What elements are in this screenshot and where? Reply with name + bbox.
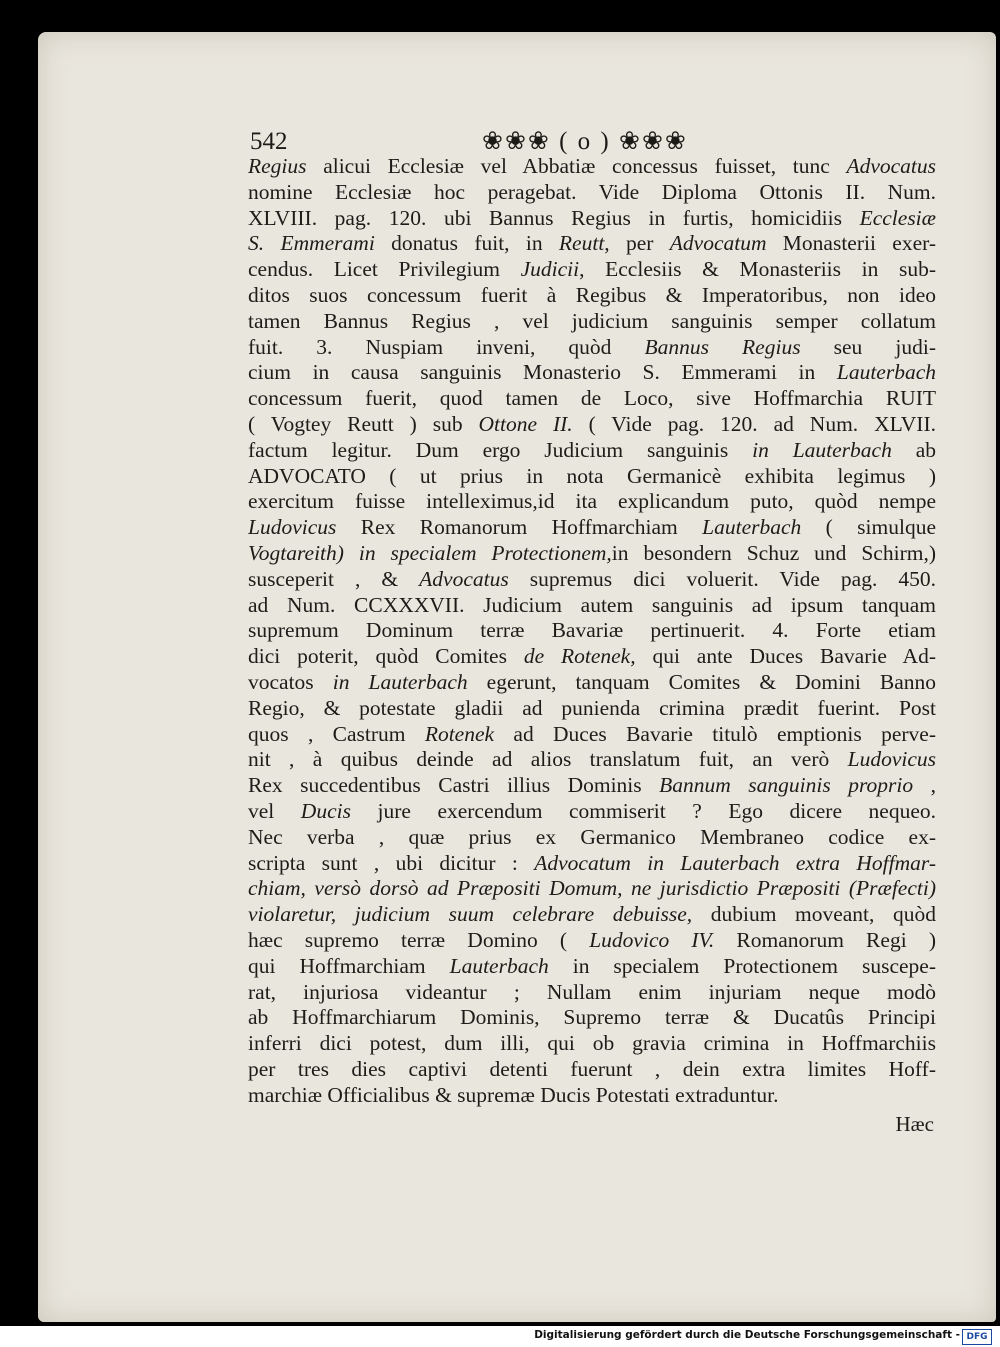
page-number: 542: [250, 128, 288, 155]
text-line: S. Emmerami donatus fuit, in Reutt, per Advocatum Monasterii exer-: [248, 231, 936, 256]
text-line: ditos suos concessum fuerit à Regibus & Imperatoribus, non ideo: [248, 282, 936, 307]
text-line: Vogtareith) in specialem Protectionem,in besondern Schuz und Schirm,): [248, 540, 936, 565]
text-line: supremum Dominum terræ Bavariæ pertinuerit. 4. Forte etiam: [248, 618, 936, 643]
running-head-ornament: ❀❀❀ ( o ) ❀❀❀: [482, 128, 688, 155]
text-line: ADVOCATO ( ut prius in nota Germanicè exhibita legimus ): [248, 463, 936, 488]
text-line: tamen Bannus Regius , vel judicium sanguinis semper collatum: [248, 308, 936, 333]
dfg-logo-icon: DFG: [962, 1329, 992, 1345]
text-line: XLVIII. pag. 120. ubi Bannus Regius in furtis, homicidiis Ecclesiæ: [248, 205, 936, 230]
text-line: ad Num. CCXXXVII. Judicium autem sanguinis ad ipsum tanquam: [248, 592, 936, 617]
text-line: dici poterit, quòd Comites de Rotenek, qui ante Duces Bavarie Ad-: [248, 644, 936, 669]
text-line: vel Ducis jure exercendum commiserit ? Ego dicere nequeo.: [248, 798, 936, 823]
text-line: fuit. 3. Nuspiam inveni, quòd Bannus Regius seu judi-: [248, 334, 936, 359]
text-line: hæc supremo terræ Domino ( Ludovico IV. Romanorum Regi ): [248, 927, 936, 952]
text-line: vocatos in Lauterbach egerunt, tanquam Comites & Domini Banno: [248, 669, 936, 694]
text-line: Rex succedentibus Castri illius Dominis Bannum sanguinis proprio ,: [248, 773, 936, 798]
text-line: scripta sunt , ubi dicitur : Advocatum in Lauterbach extra Hoffmar-: [248, 850, 936, 875]
text-line: nomine Ecclesiæ hoc peragebat. Vide Diploma Ottonis II. Num.: [248, 179, 936, 204]
text-line: ab Hoffmarchiarum Dominis, Supremo terræ & Ducatûs Principi: [248, 1005, 936, 1030]
text-line: marchiæ Officialibus & supremæ Ducis Potestati extraduntur.: [248, 1082, 779, 1107]
text-line: cendus. Licet Privilegium Judicii, Ecclesiis & Monasteriis in sub-: [248, 257, 936, 282]
text-line: Ludovicus Rex Romanorum Hoffmarchiam Lauterbach ( simulque: [248, 515, 936, 540]
text-line: ( Vogtey Reutt ) sub Ottone II. ( Vide pag. 120. ad Num. XLVII.: [248, 411, 936, 436]
text-line: Regio, & potestate gladii ad punienda crimina prædit fuerint. Post: [248, 695, 936, 720]
text-line: per tres dies captivi detenti fuerunt , dein extra limites Hoff-: [248, 1056, 936, 1081]
text-line: exercitum fuisse intelleximus,id ita explicandum puto, quòd nempe: [248, 489, 936, 514]
text-line: quos , Castrum Rotenek ad Duces Bavarie titulò emptionis perve-: [248, 721, 936, 746]
funding-credit: Digitalisierung gefördert durch die Deutsche Forschungsgemeinschaft -: [534, 1329, 960, 1341]
catchword: Hæc: [895, 1112, 934, 1136]
text-line: Regius alicui Ecclesiæ vel Abbatiæ concessus fuisset, tunc Advocatus: [248, 154, 936, 178]
page-header: [250, 124, 950, 158]
text-line: susceperit , & Advocatus supremus dici voluerit. Vide pag. 450.: [248, 566, 936, 591]
text-line: inferri dici potest, dum illi, qui ob gravia crimina in Hoffmarchiis: [248, 1031, 936, 1056]
text-line: Nec verba , quæ prius ex Germanico Membraneo codice ex-: [248, 824, 936, 849]
text-line: factum legitur. Dum ergo Judicium sanguinis in Lauterbach ab: [248, 437, 936, 462]
text-line: qui Hoffmarchiam Lauterbach in specialem Protectionem suscepe-: [248, 953, 936, 978]
text-line: concessum fuerit, quod tamen de Loco, sive Hoffmarchia RUIT: [248, 386, 936, 411]
text-line: rat, injuriosa videantur ; Nullam enim injuriam neque modò: [248, 979, 936, 1004]
text-line: nit , à quibus deinde ad alios translatum fuit, an verò Ludovicus: [248, 747, 936, 772]
text-line: violaretur, judicium suum celebrare debuisse, dubium moveant, quòd: [248, 902, 936, 927]
text-line: chiam, versò dorsò ad Præpositi Domum, ne jurisdictio Præpositi (Præfecti): [248, 876, 936, 901]
text-line: cium in causa sanguinis Monasterio S. Emmerami in Lauterbach: [248, 360, 936, 385]
footer-bar: [0, 1326, 1000, 1347]
body-text: [248, 154, 936, 1108]
